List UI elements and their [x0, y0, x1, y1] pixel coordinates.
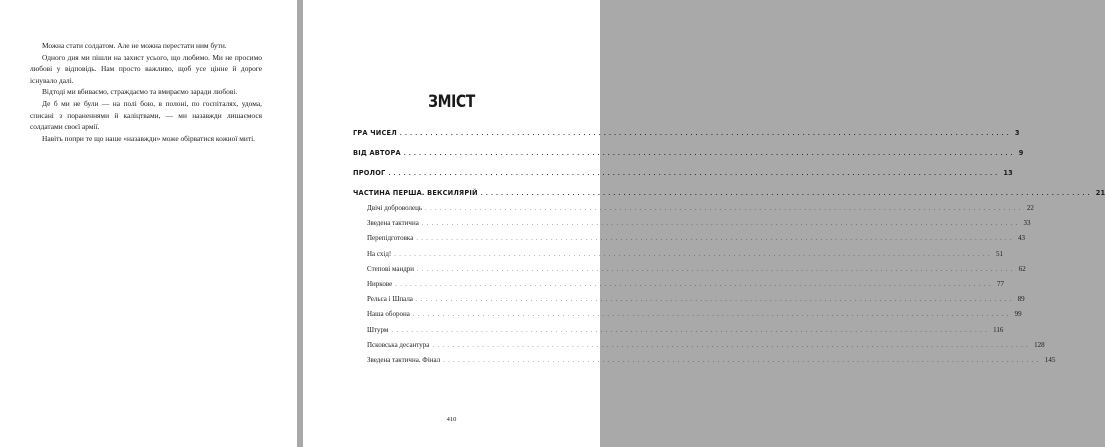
- toc-entry-title: Рельса і Шпала: [367, 295, 413, 304]
- toc-entry-title: Перепідготовка: [367, 234, 414, 243]
- toc-leader-dots: ........................................................................................................................: [443, 357, 1042, 364]
- toc-leader-dots: ........................................................................................................................: [417, 266, 1016, 273]
- toc-entry-page: 128: [1034, 340, 1045, 349]
- toc-entry: [353, 309, 1022, 319]
- toc-entry-title: ГРА ЧИСЕЛ: [353, 129, 397, 137]
- toc-entry-page: 13: [1003, 169, 1013, 177]
- paragraph: Навіть попри те що наше «назавжди» може обірватися кожної миті.: [42, 133, 255, 143]
- toc-entry-page: 77: [996, 279, 1004, 288]
- toc-entry: [353, 355, 1056, 365]
- toc-leader-dots: ........................................................................................................................: [388, 171, 1001, 177]
- paragraph: Одного дня ми пішли на захист усього, що любимо. Ми не просимо любові у відповідь. Нам просто важливо, щоб усе цінне й дороге існувало далі.: [30, 52, 262, 85]
- toc-entry: [353, 203, 1034, 213]
- toc-leader-dots: ........................................................................................................................: [415, 297, 1015, 304]
- toc-entry: [353, 340, 1045, 350]
- toc-entry-page: 145: [1044, 355, 1056, 364]
- toc-entry-page: 89: [1017, 295, 1025, 304]
- toc-entry-title: ЧАСТИНА ПЕРША. ВЕКСИЛЯРІЙ: [353, 189, 478, 197]
- toc-entry-title: Степові мандри: [367, 264, 415, 273]
- toc-entry-page: 3: [1014, 129, 1020, 137]
- toc-entry: [353, 294, 1025, 304]
- toc-entry-page: 116: [993, 325, 1004, 334]
- toc-entry-page: 43: [1018, 234, 1026, 243]
- toc-entry: [353, 249, 1003, 259]
- page-number: 410: [446, 416, 457, 423]
- paragraph: Відтоді ми вбиваємо, страждаємо та вмираємо заради любові.: [42, 87, 238, 97]
- toc-entry-page: 51: [996, 249, 1003, 258]
- toc-entry-title: Зведена тактична. Фінал: [367, 355, 441, 364]
- toc-entry-page: 33: [1023, 219, 1031, 228]
- toc-leader-dots: ........................................................................................................................: [412, 312, 1012, 319]
- toc-entry: [353, 128, 1020, 138]
- toc-entry: [353, 218, 1031, 228]
- toc-entry: [353, 168, 1013, 178]
- table-of-contents: [353, 128, 1105, 370]
- toc-entry-page: 62: [1018, 264, 1026, 273]
- toc-heading: ЗМІСТ: [428, 92, 475, 112]
- toc-entry-title: Ниркове: [367, 279, 393, 288]
- toc-entry-page: 99: [1014, 310, 1022, 319]
- toc-entry: [353, 148, 1024, 158]
- toc-entry-title: Псковська десантура: [367, 340, 430, 349]
- paragraph: Де б ми не були — на полі бою, в полоні, по госпіталях, удома, списані з пораненнями й каліцтвами, — ми назавжди лишаємося солдатами своєї армії.: [30, 98, 262, 132]
- toc-leader-dots: ........................................................................................................................: [395, 281, 994, 288]
- toc-entry-page: 9: [1018, 149, 1024, 157]
- toc-leader-dots: ........................................................................................................................: [425, 206, 1024, 212]
- toc-entry-title: На схід!: [367, 249, 392, 258]
- paragraph: Можна стати солдатом. Але не можна перестати ним бути.: [42, 41, 227, 50]
- right-page: [303, 0, 1105, 447]
- toc-leader-dots: ........................................................................................................................: [394, 251, 993, 258]
- toc-entry-title: ВІД АВТОРА: [353, 149, 401, 157]
- toc-entry: [353, 233, 1026, 243]
- toc-leader-dots: ........................................................................................................................: [403, 151, 1016, 157]
- toc-leader-dots: ........................................................................................................................: [416, 236, 1016, 243]
- left-page: [0, 0, 297, 447]
- toc-leader-dots: ........................................................................................................................: [391, 327, 991, 334]
- toc-leader-dots: ........................................................................................................................: [399, 131, 1012, 137]
- toc-entry-title: ПРОЛОГ: [353, 169, 386, 177]
- toc-entry-title: Двічі доброволець: [367, 204, 423, 212]
- toc-entry-page: 22: [1026, 204, 1034, 212]
- toc-entry: [353, 264, 1026, 274]
- toc-entry-page: 21: [1095, 189, 1105, 197]
- toc-entry-title: Зведена тактична: [367, 219, 419, 228]
- epigraph-text: [30, 40, 262, 144]
- toc-leader-dots: ........................................................................................................................: [432, 342, 1032, 349]
- toc-leader-dots: ........................................................................................................................: [480, 191, 1093, 197]
- toc-entry: [353, 279, 1004, 289]
- toc-leader-dots: ........................................................................................................................: [421, 221, 1021, 228]
- toc-entry-title: Наша оборона: [367, 310, 410, 319]
- toc-entry: [353, 188, 1105, 198]
- toc-entry: [353, 325, 1004, 335]
- toc-entry-title: Штурм: [367, 325, 389, 334]
